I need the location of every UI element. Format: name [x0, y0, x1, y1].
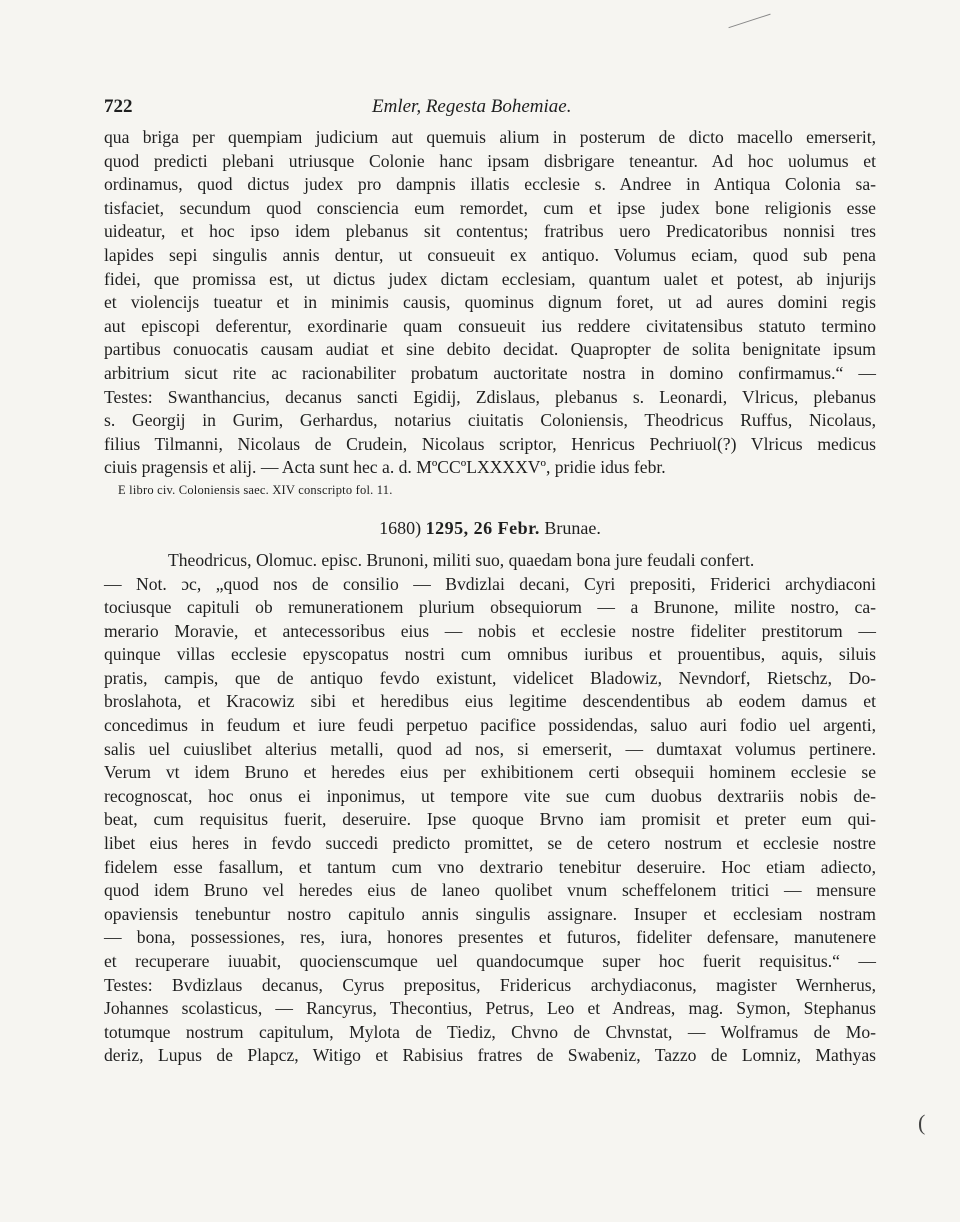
entry-summary: Theodricus, Olomuc. episc. Brunoni, militi suo, quaedam bona jure feudali confert.	[168, 549, 755, 570]
text-line: fidelem esse fasallum, et tantum cum vno dextrario tenebitur deseruire. Hoc etiam adiecto,	[104, 856, 876, 877]
text-line: merario Moravie, et antecessoribus eius — nobis et ecclesie nostre fideliter prestitorum —	[104, 620, 876, 641]
text-line: tisfaciet, secundum quod consciencia eum remordet, cum et ipse judex bone religionis esse	[104, 197, 876, 218]
text-line: deriz, Lupus de Plapcz, Witigo et Rabisius fratres de Swabeniz, Tazzo de Lomniz, Mathyas	[104, 1045, 876, 1066]
entry-date: 1295, 26 Febr.	[425, 517, 540, 538]
text-line: qua briga per quempiam judicium aut quemuis alium in posterum de dicto macello emerserit,	[104, 127, 876, 147]
text-line: recognoscat, hoc onus ei inponimus, ut tempore vite sue cum duobus dextrariis nobis de-	[104, 785, 876, 806]
entry-number: 1680)	[379, 517, 422, 538]
source-note: E libro civ. Coloniensis saec. XIV conscripto fol. 11.	[118, 482, 393, 497]
text-line: et violencijs tueatur et in minimis causis, quominus dignum foret, ut ad aures domini regis	[104, 292, 876, 313]
previous-entry-text	[104, 126, 876, 480]
text-line: lapides sepi singulis annis dentur, ut consueuit ex antiquo. Volumus eciam, quod sub pena	[104, 244, 876, 265]
text-line: totumque nostrum capitulum, Mylota de Tiediz, Chvno de Chvnstat, — Wolframus de Mo-	[104, 1021, 876, 1042]
text-line: Verum vt idem Bruno et heredes eius per exhibitionem certi obsequii hominem ecclesie se	[104, 762, 876, 783]
pen-stroke-mark	[728, 14, 775, 44]
text-line: salis uel cuiuslibet alterius metalli, quod ad nos, si emerserit, — dumtaxat volumus pertinere.	[104, 738, 876, 759]
text-line: beat, cum requisitus fuerit, deseruire. Ipse quoque Brvno iam promisit et preter eum qui-	[104, 809, 876, 830]
text-line: ordinamus, quod dictus judex pro dampnis illatis ecclesie s. Andree in Antiqua Colonia sa-	[104, 174, 876, 195]
entry-heading	[104, 517, 876, 539]
text-line: fidei, que promissa est, ut dictus judex dictam ecclesiam, quantum ualet et potest, ab injurijs	[104, 268, 876, 289]
running-title: Emler, Regesta Bohemiae.	[372, 96, 572, 117]
text-line: ciuis pragensis et alij. — Acta sunt hec a. d. MºCCºLXXXXVº, pridie idus febr.	[104, 457, 666, 478]
text-line: tociusque capituli ob remunerationem plurium obsequiorum — a Brunone, milite nostro, ca-	[104, 597, 876, 618]
text-line: Testes: Bvdizlaus decanus, Cyrus prepositus, Fridericus archydiaconus, magister Wernherus,	[104, 974, 876, 995]
text-line: arbitrium sicut rite ac racionabiliter probatum auctoritate nostra in domino confirmamus.“ —	[104, 362, 876, 383]
margin-mark: (	[918, 1110, 926, 1135]
text-line: concedimus in feudum et iure feudi perpetuo pacifice possidendas, saluo auri fodio uel argenti,	[104, 715, 876, 736]
text-line: Johannes scolasticus, — Rancyrus, Thecontius, Petrus, Leo et Andreas, mag. Symon, Stephanus	[104, 998, 876, 1019]
text-line: uideatur, et hoc ipso idem plebanus sit contentus; fratribus uero Predicatoribus nonnisi tres	[104, 221, 876, 242]
text-line: quinque villas ecclesie epyscopatus nostri cum omnibus iuribus et prouentibus, aquis, siluis	[104, 644, 876, 665]
document-page	[104, 96, 876, 1068]
text-line: et recuperare iuuabit, quocienscumque uel quandocumque super hoc fuerit requisitus.“ —	[104, 951, 876, 971]
text-line: libet eius heres in fevdo succedi predicto promittet, se de cetero nostrum et ecclesie nostre	[104, 833, 876, 854]
text-line: broslahota, et Kracowiz sibi et heredibus eius legitime descendentibus ab eodem damus et	[104, 691, 876, 712]
text-line: filius Tilmanni, Nicolaus de Crudein, Nicolaus scriptor, Henricus Pechriuol(?) Vlricus medicus	[104, 433, 876, 454]
text-line: opaviensis tenebuntur nostro capitulo annis singulis assignare. Insuper et ecclesiam nostram	[104, 903, 876, 924]
text-line: partibus conuocatis causam audiat et sine debito decidat. Quapropter de solita benignitate ipsum	[104, 339, 876, 360]
page-header	[104, 96, 876, 126]
entry-place: Brunae.	[544, 517, 601, 538]
text-line: quod idem Bruno vel heredes eius de laneo quolibet vnum scheffelonem tritici — mensure	[104, 880, 876, 901]
text-line: s. Georgij in Gurim, Gerhardus, notarius ciuitatis Coloniensis, Theodricus Ruffus, Nicolaus,	[104, 410, 876, 431]
text-line: — bona, possessiones, res, iura, honores presentes et futuros, fideliter defensare, manutenere	[104, 927, 876, 948]
text-line: aut episcopi deferentur, exordinarie quam consueuit ius reddere civitatensibus statuto termino	[104, 315, 876, 336]
text-line: quod predicti plebani utriusque Colonie hanc ipsam disbrigare teneantur. Ad hoc uolumus et	[104, 150, 876, 171]
text-line: — Not. ɔc, „quod nos de consilio — Bvdizlai decani, Cyri prepositi, Friderici archydiaconi	[104, 573, 876, 594]
page-number: 722	[104, 96, 133, 117]
text-line: Testes: Swanthancius, decanus sancti Egidij, Zdislaus, plebanus s. Leonardi, Vlricus, plebanus	[104, 386, 876, 407]
entry-text	[104, 549, 876, 1068]
text-line: pratis, campis, que de antiquo fevdo existunt, videlicet Bladowiz, Nevndorf, Rietschz, Do-	[104, 667, 876, 688]
